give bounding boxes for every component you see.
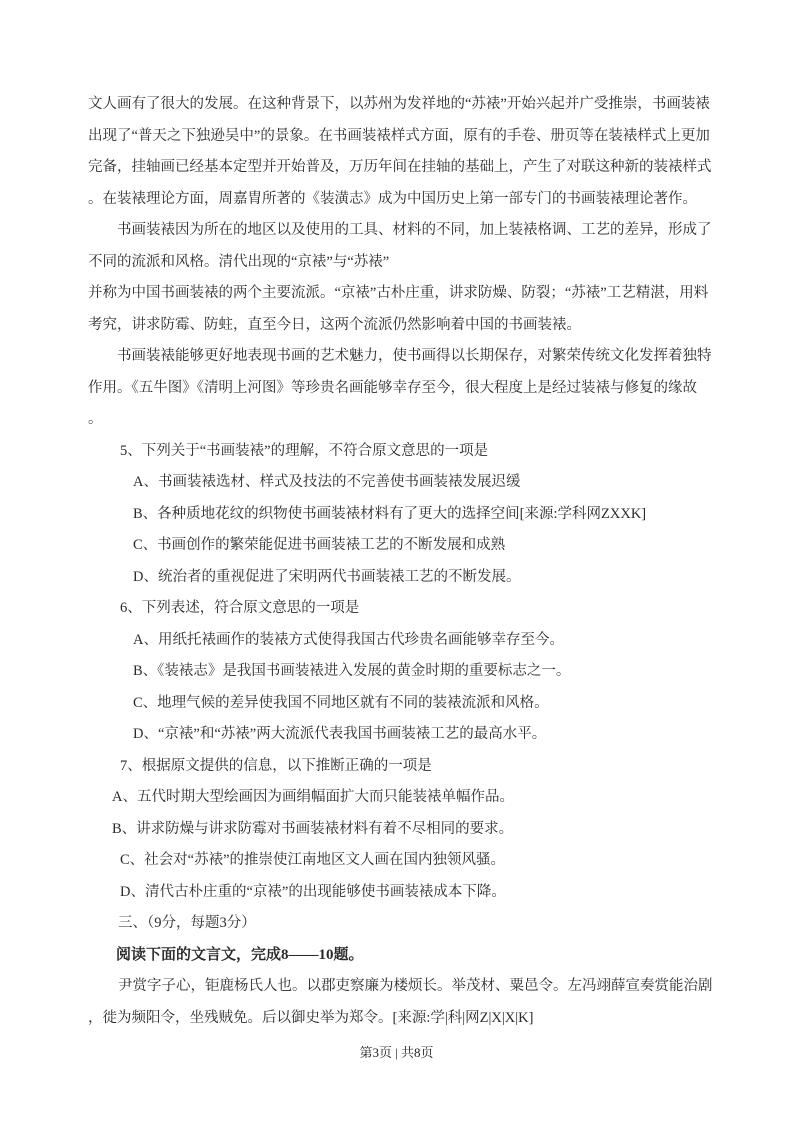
body-line: 书画装裱能够更好地表现书画的艺术魅力，使书画得以长期保存，对繁荣传统文化发挥着独特	[117, 348, 712, 364]
question-5-stem: 5、下列关于“书画装裱”的理解，不符合原文意思的一项是	[120, 442, 489, 459]
body-line: 。	[88, 411, 103, 427]
question-6-option-b: B、《装裱志》是我国书画装裱进入发展的黄金时期的重要标志之一。	[133, 663, 571, 679]
page-content	[88, 89, 713, 1034]
question-6-option-c: C、地理气候的差异使我国不同地区就有不同的装裱流派和风格。	[133, 694, 549, 711]
question-7-option-c: C、社会对“苏裱”的推崇使江南地区文人画在国内独领风骚。	[120, 852, 506, 868]
question-7-option-d: D、清代古朴庄重的“京裱”的出现能够使书画装裱成本下降。	[120, 883, 506, 900]
body-line: 不同的流派和风格。清代出现的“京裱”与“苏裱”	[88, 253, 390, 270]
question-5-option-a: A、书画装裱选材、样式及技法的不完善使书画装裱发展迟缓	[133, 474, 521, 490]
body-line: 书画装裱因为所在的地区以及使用的工具、材料的不同，加上装裱格调、工艺的差异，形成了	[117, 222, 712, 238]
question-7-option-a: A、五代时期大型绘画因为画绢幅面扩大而只能装裱单幅作品。	[112, 789, 514, 805]
body-line: 文人画有了很大的发展。在这种背景下，以苏州为发祥地的“苏裱”开始兴起并广受推崇，书画装裱	[88, 96, 710, 112]
question-5-option-b: B、各种质地花纹的织物使书画装裱材料有了更大的选择空间[来源:学科网ZXXK]	[133, 505, 647, 522]
body-line: 出现了“普天之下独逊吴中”的景象。在书画装裱样式方面，原有的手卷、册页等在装裱样式上更加	[88, 127, 710, 144]
question-6-stem: 6、下列表述，符合原文意思的一项是	[120, 600, 360, 616]
body-line: 完备，挂轴画已经基本定型并开始普及，万历年间在挂轴的基础上，产生了对联这种新的装裱样式	[88, 159, 712, 175]
body-line: 作用。《五牛图》《清明上河图》等珍贵名画能够幸存至今，很大程度上是经过装裱与修复的缘故	[88, 379, 697, 396]
question-6-option-a: A、用纸托裱画作的装裱方式使得我国古代珍贵名画能够幸存至今。	[133, 631, 564, 648]
section-heading: 三、（9分，每题3分）	[118, 915, 256, 931]
body-line: 。在装裱理论方面，周嘉胄所著的《装潢志》成为中国历史上第一部专门的书画装裱理论著作。	[88, 190, 697, 207]
page-number-footer: 第3页 | 共8页	[359, 1045, 434, 1060]
passage-line: 尹赏字子心，钜鹿杨氏人也。以郡吏察廉为楼烦长。举茂材、粟邑令。左冯翊薛宣奏赏能治剧	[118, 978, 713, 994]
body-line: 考究，讲求防霉、防蛀，直至今日，这两个流派仍然影响着中国的书画装裱。	[88, 316, 581, 333]
question-6-option-d: D、“京裱”和“苏裱”两大流派代表我国书画装裱工艺的最高水平。	[133, 726, 547, 742]
question-5-option-d: D、统治者的重视促进了宋明两代书画装裱工艺的不断发展。	[133, 568, 521, 585]
body-line: 并称为中国书画装裱的两个主要流派。“京裱”古朴庄重，讲求防燥、防裂；“苏裱”工艺精湛，用料	[88, 285, 709, 301]
passage-line: ，徙为频阳令，坐残贼免。后以御史举为郑令。[来源:学|科|网Z|X|X|K]	[88, 1009, 534, 1026]
question-5-option-c: C、书画创作的繁荣能促进书画装裱工艺的不断发展和成熟	[133, 537, 506, 553]
question-7-option-b: B、讲求防燥与讲求防霉对书画装裱材料有着不尽相同的要求。	[112, 820, 514, 837]
passage-instruction: 阅读下面的文言文，完成8——10题。	[116, 946, 364, 963]
question-7-stem: 7、根据原文提供的信息，以下推断正确的一项是	[120, 757, 432, 774]
